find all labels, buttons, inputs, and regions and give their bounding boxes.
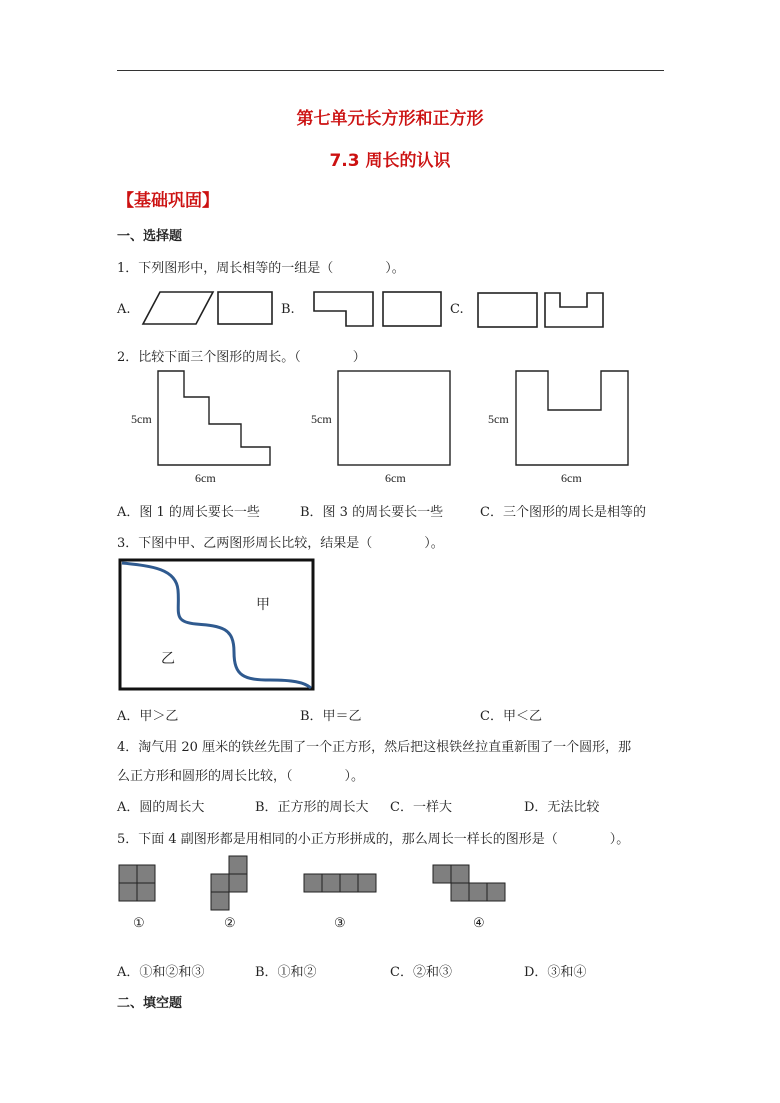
q3-option-c[interactable]: C．甲＜乙 — [480, 709, 542, 724]
q1-stem: 1．下列图形中，周长相等的一组是（ ）。 — [117, 261, 405, 276]
q2-fig2-height-label: 5cm — [311, 412, 332, 426]
q5-option-a[interactable]: A．①和②和③ — [117, 965, 205, 980]
q5-fig3-label: ③ — [334, 916, 346, 931]
q5-fig1-square — [137, 883, 155, 901]
q5-stem: 5．下面 4 副图形都是用相同的小正方形拼成的，那么周长一样长的图形是（ ）。 — [117, 832, 630, 847]
q5-fig2-square — [229, 856, 247, 874]
q5-option-c[interactable]: C．②和③ — [390, 965, 452, 980]
q5-fig1-square — [119, 883, 137, 901]
q5-option-b[interactable]: B．①和② — [255, 965, 317, 980]
q3-label-yi: 乙 — [161, 651, 175, 667]
q3-option-a[interactable]: A．甲＞乙 — [117, 709, 179, 724]
q1-option-a[interactable]: A. — [117, 302, 131, 317]
q5-fig4-square — [433, 865, 451, 883]
page-subtitle: 7.3 周长的认识 — [329, 151, 451, 171]
q4-stem-line1: 4．淘气用 20 厘米的铁丝先围了一个正方形，然后把这根铁丝拉直重新围了一个圆形，那 — [117, 740, 632, 755]
q3-option-b[interactable]: B．甲＝乙 — [300, 709, 362, 724]
q5-fig2-square — [211, 874, 229, 892]
q4-option-a[interactable]: A．圆的周长大 — [117, 800, 205, 815]
q5-fig4-square — [451, 883, 469, 901]
q5-fig1-square — [119, 865, 137, 883]
q2-option-b[interactable]: B．图 3 的周长要长一些 — [300, 505, 444, 520]
q4-option-c[interactable]: C．一样大 — [390, 800, 452, 815]
section-tag: 【基础巩固】 — [117, 191, 219, 211]
q2-stem: 2．比较下面三个图形的周长。（ ） — [117, 350, 366, 365]
q4-option-d[interactable]: D．无法比较 — [524, 800, 600, 815]
q5-fig4-square — [451, 865, 469, 883]
q2-option-a[interactable]: A．图 1 的周长要长一些 — [117, 505, 260, 520]
q5-fig1-label: ① — [133, 916, 145, 931]
q5-fig4-square — [469, 883, 487, 901]
q2-option-c[interactable]: C．三个图形的周长是相等的 — [480, 505, 646, 520]
q5-fig4-square — [487, 883, 505, 901]
q2-fig2-width-label: 6cm — [385, 471, 406, 485]
q2-fig1-width-label: 6cm — [195, 471, 216, 485]
q5-fig2-label: ② — [224, 916, 236, 931]
q5-fig2-square — [229, 874, 247, 892]
q2-fig1-height-label: 5cm — [131, 412, 152, 426]
q4-option-b[interactable]: B．正方形的周长大 — [255, 800, 369, 815]
q5-fig1-square — [137, 865, 155, 883]
q5-fig3-square — [340, 874, 358, 892]
q5-fig3-square — [358, 874, 376, 892]
q3-label-jia: 甲 — [256, 597, 270, 613]
q5-fig4-label: ④ — [473, 916, 485, 931]
q5-option-d[interactable]: D．③和④ — [524, 965, 587, 980]
q5-fig3-square — [304, 874, 322, 892]
q1-option-c[interactable]: C. — [450, 302, 464, 317]
q3-stem: 3．下图中甲、乙两图形周长比较，结果是（ ）。 — [117, 536, 444, 551]
q2-fig3-width-label: 6cm — [561, 471, 582, 485]
part2-heading: 二、填空题 — [117, 996, 183, 1011]
q2-fig3-height-label: 5cm — [488, 412, 509, 426]
q1-option-b[interactable]: B. — [281, 302, 295, 317]
q5-fig2-square — [211, 892, 229, 910]
page-title: 第七单元长方形和正方形 — [296, 109, 484, 129]
q4-stem-line2: 么正方形和圆形的周长比较，（ ）。 — [117, 769, 365, 784]
q5-fig3-square — [322, 874, 340, 892]
part1-heading: 一、选择题 — [117, 229, 183, 244]
